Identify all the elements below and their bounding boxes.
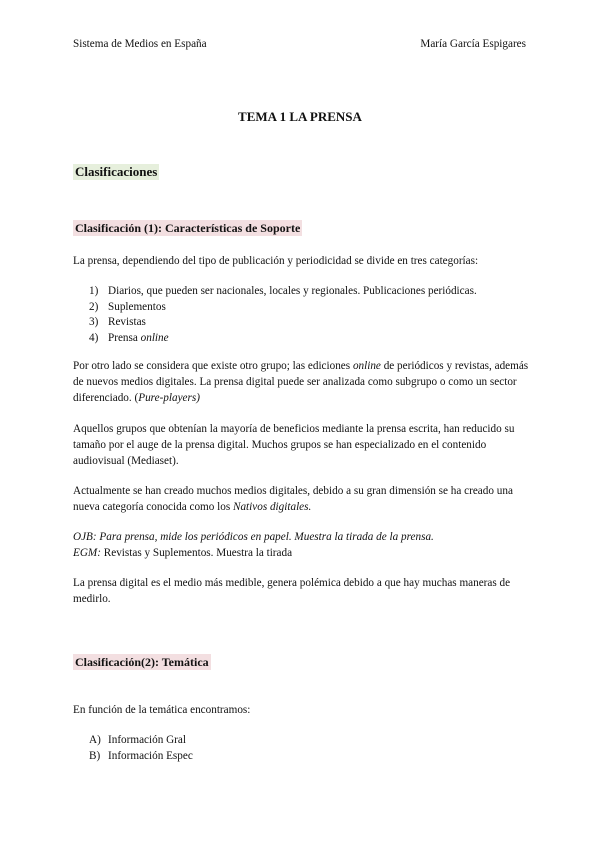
class1-intro: La prensa, dependiendo del tipo de publicación y periodicidad se divide en tres categorías: [73,255,479,267]
class2-intro: En función de la temática encontramos: [73,704,251,716]
list-item: 3) Revistas [89,316,146,328]
list-item: B) Información Espec [89,749,193,762]
class1-list [89,283,477,345]
list-item: 1) Diarios, que pueden ser nacionales, locales y regionales. Publicaciones periódicas. [89,285,477,297]
paragraph-digital-editions: Por otro lado se considera que existe otro grupo; las ediciones online de periódicos y revistas, además de nuevos medios digitales. La prensa digital puede ser analizada como subgrupo o como un sector diferenciado. (Pure-players) [73,360,529,404]
list-item: 2) Suplementos [89,300,166,313]
class2-heading-wrap [73,654,531,671]
class2-list [89,732,193,763]
paragraph-groups: Aquellos grupos que obtenían la mayoría de beneficios mediante la prensa escrita, han reducido su tamaño por el auge de la prensa digital. Muchos grupos se han especializado en el contenido audiovisual (Mediaset). [73,423,515,467]
class1-heading: Clasificación (1): Características de Soporte [75,221,301,235]
list-item: A) Información Gral [89,734,186,746]
class1-heading-wrap [73,220,531,237]
class2-heading: Clasificación(2): Temática [75,655,209,669]
section-heading-wrap [73,164,531,181]
ojb-line: OJB: Para prensa, mide los periódicos en papel. Muestra la tirada de la prensa. [73,531,434,543]
header-course: Sistema de Medios en España [73,38,207,50]
page-title: TEMA 1 LA PRENSA [238,109,362,124]
paragraph-native-digital: Actualmente se han creado muchos medios digitales, debido a su gran dimensión se ha creado una nueva categoría conocida como los Nativos digitales. [73,485,513,513]
paragraph-measurable: La prensa digital es el medio más medible, genera polémica debido a que hay muchas maneras de medirlo. [73,577,511,605]
header-author: María García Espigares [420,38,526,50]
egm-line: EGM: Revistas y Suplementos. Muestra la tirada [73,547,293,559]
list-item: 4) Prensa online [89,331,169,344]
section-heading: Clasificaciones [75,164,158,179]
